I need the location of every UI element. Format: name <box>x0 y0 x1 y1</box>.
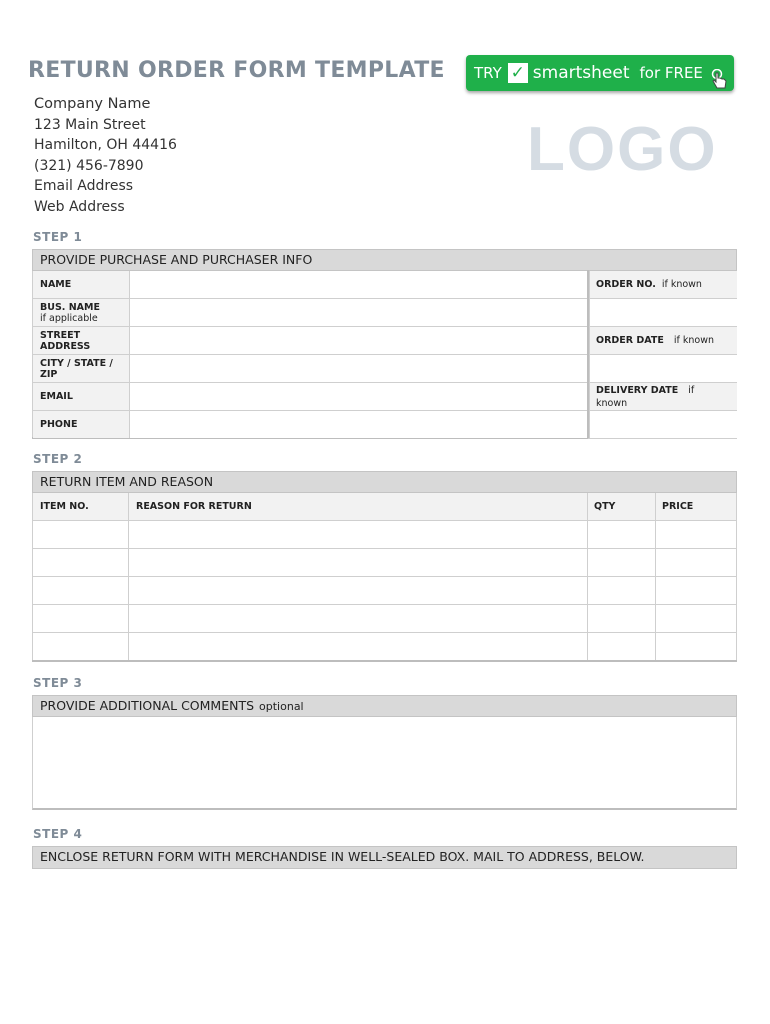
logo-placeholder: LOGO <box>527 115 718 184</box>
company-web: Web Address <box>34 198 125 215</box>
header-reason: REASON FOR RETURN <box>136 501 252 512</box>
company-street: 123 Main Street <box>34 116 146 133</box>
page-title: RETURN ORDER FORM TEMPLATE <box>28 58 445 83</box>
order-no-label: ORDER NO. if known <box>589 271 737 299</box>
table-row[interactable] <box>32 604 737 605</box>
step-2-label: STEP 2 <box>33 452 83 466</box>
checkmark-icon: ✓ <box>508 63 528 83</box>
step-3-banner: PROVIDE ADDITIONAL COMMENTS optional <box>32 695 737 717</box>
table-row[interactable] <box>32 632 737 633</box>
cta-try-label: TRY <box>474 64 502 82</box>
bus-name-field[interactable] <box>129 299 587 327</box>
company-phone: (321) 456-7890 <box>34 157 144 174</box>
company-email: Email Address <box>34 178 134 194</box>
cta-brand-label: smartsheet <box>532 63 630 83</box>
order-date-field[interactable] <box>589 355 737 383</box>
delivery-date-label: DELIVERY DATE if known <box>589 383 737 411</box>
step-1-banner: PROVIDE PURCHASE AND PURCHASER INFO <box>32 249 737 271</box>
city-state-zip-field[interactable] <box>129 355 587 383</box>
cta-free-label: for FREE <box>639 64 703 82</box>
step-3-label: STEP 3 <box>33 676 83 690</box>
street-address-field[interactable] <box>129 327 587 355</box>
table-row[interactable] <box>32 548 737 549</box>
try-smartsheet-button[interactable] <box>466 55 734 91</box>
comments-box[interactable] <box>32 717 737 810</box>
city-state-zip-label: CITY / STATE / ZIP <box>33 355 129 383</box>
header-price: PRICE <box>662 501 694 512</box>
phone-field[interactable] <box>129 411 587 438</box>
hand-cursor-icon <box>710 69 730 95</box>
name-field[interactable] <box>129 271 587 299</box>
company-name: Company Name <box>34 96 151 112</box>
step-4-banner: ENCLOSE RETURN FORM WITH MERCHANDISE IN WELL-SEALED BOX. MAIL TO ADDRESS, BELOW. <box>32 846 737 869</box>
email-label: EMAIL <box>33 383 129 411</box>
bus-name-label: BUS. NAME if applicable <box>33 299 129 327</box>
step-4-label: STEP 4 <box>33 827 83 841</box>
company-city: Hamilton, OH 44416 <box>34 137 177 153</box>
step-2-banner: RETURN ITEM AND REASON <box>32 471 737 493</box>
table-row[interactable] <box>32 576 737 577</box>
street-address-label: STREET ADDRESS <box>33 327 129 355</box>
delivery-date-field[interactable] <box>589 411 737 438</box>
step-1-label: STEP 1 <box>33 230 83 244</box>
company-info <box>34 94 177 217</box>
email-field[interactable] <box>129 383 587 411</box>
order-date-label: ORDER DATE if known <box>589 327 737 355</box>
header-item-no: ITEM NO. <box>40 501 89 512</box>
name-label: NAME <box>33 271 129 299</box>
header-qty: QTY <box>594 501 616 512</box>
phone-label: PHONE <box>33 411 129 438</box>
order-no-field[interactable] <box>589 299 737 327</box>
